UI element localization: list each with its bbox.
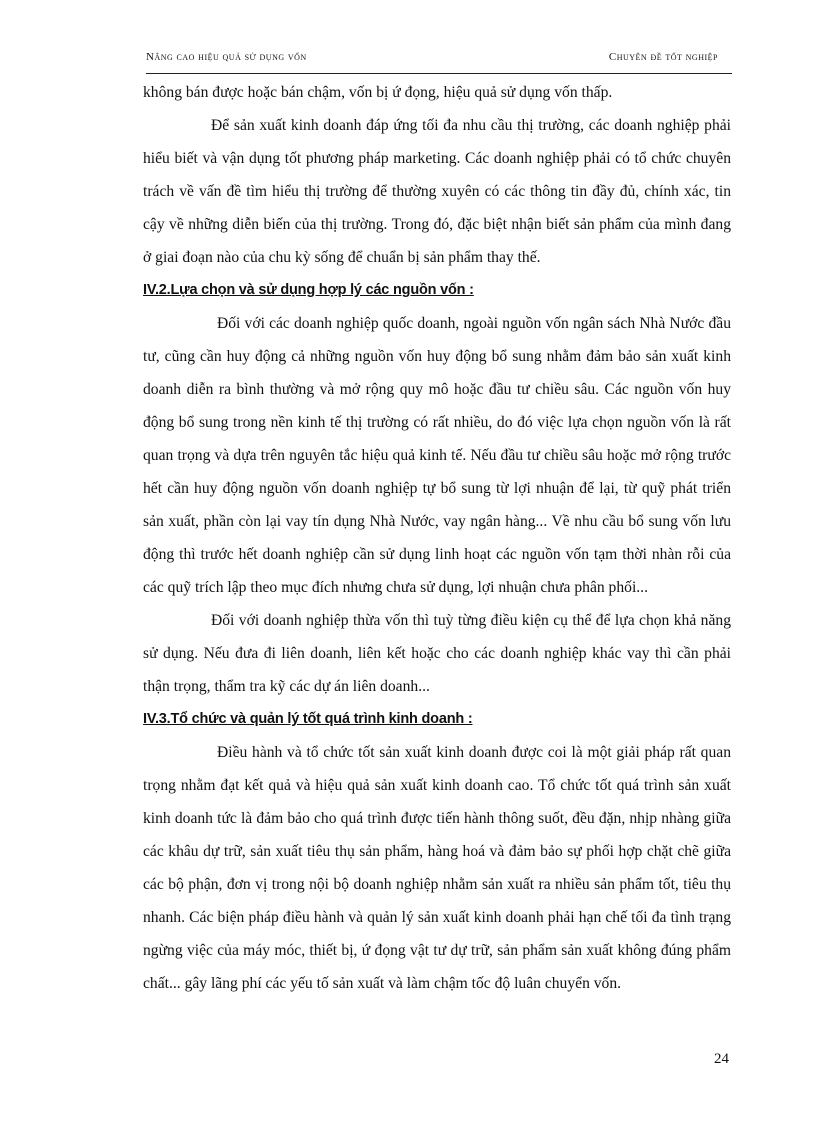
running-header [146,51,732,74]
section-heading-iv3: IV.3.Tổ chức và quản lý tốt quá trình kinh doanh : [143,711,473,727]
paragraph-marketing: Để sản xuất kinh doanh đáp ứng tối đa nhu cầu thị trường, các doanh nghiệp phải hiểu biết và vận dụng tốt phương pháp marketing. Các doanh nghiệp phải có tổ chức chuyên trách về vấn đề tìm hiểu thị trường để thường xuyên có các thông tin đầy đủ, chính xác, tin cậy về những diễn biến của thị trường. Trong đó, đặc biệt nhận biết sản phẩm của mình đang ở giai đoạn nào của chu kỳ sống để chuẩn bị sản phẩm thay thế. [143,117,731,266]
header-document-type: Chuyên đề tốt nghiệp [608,51,718,63]
paragraph-state-enterprises: Đối với các doanh nghiệp quốc doanh, ngoài nguồn vốn ngân sách Nhà Nước đầu tư, cũng cần huy động cả những nguồn vốn huy động bổ sung nhằm đảm bảo sản xuất kinh doanh diễn ra bình thường và mở rộng quy mô hoặc đầu tư chiều sâu. Các nguồn vốn huy động bổ sung trong nền kinh tế thị trường có rất nhiều, do đó việc lựa chọn nguồn vốn là rất quan trọng và dựa trên nguyên tắc hiệu quả kinh tế. Nếu đầu tư chiều sâu hoặc mở rộng trước hết cần huy động nguồn vốn doanh nghiệp tự bổ sung từ lợi nhuận để lại, từ quỹ phát triển sản xuất, phần còn lại vay tín dụng Nhà Nước, vay ngân hàng... Về nhu cầu bổ sung vốn lưu động thì trước hết doanh nghiệp cần sử dụng linh hoạt các nguồn vốn tạm thời nhàn rỗi của các quỹ trích lập theo mục đích nhưng chưa sử dụng, lợi nhuận chưa phân phối... [143,315,731,596]
paragraph-surplus-capital: Đối với doanh nghiệp thừa vốn thì tuỳ từng điều kiện cụ thể để lựa chọn khả năng sử dụng. Nếu đưa đi liên doanh, liên kết hoặc cho các doanh nghiệp khác vay thì cần phải thận trọng, thẩm tra kỹ các dự án liên doanh... [143,612,731,695]
page-number: 24 [714,1051,729,1067]
paragraph-carryover: không bán được hoặc bán chậm, vốn bị ứ đọng, hiệu quả sử dụng vốn thấp. [143,84,613,101]
page-body [143,76,731,1000]
header-document-title: Nâng cao hiệu quả sử dụng vốn [146,51,307,63]
paragraph-business-management: Điều hành và tổ chức tốt sản xuất kinh doanh được coi là một giải pháp rất quan trọng nhằm đạt kết quả và hiệu quả sản xuất kinh doanh cao. Tổ chức tốt quá trình sản xuất kinh doanh tức là đảm bảo cho quá trình được tiến hành thông suốt, đều đặn, nhịp nhàng giữa các khâu dự trữ, sản xuất tiêu thụ sản phẩm, hàng hoá và đảm bảo sự phối hợp chặt chẽ giữa các bộ phận, đơn vị trong nội bộ doanh nghiệp nhằm sản xuất ra nhiều sản phẩm tốt, tiêu thụ nhanh. Các biện pháp điều hành và quản lý sản xuất kinh doanh phải hạn chế tối đa tình trạng ngừng việc của máy móc, thiết bị, ứ đọng vật tư dự trữ, sản phẩm sản xuất không đúng phẩm chất... gây lãng phí các yếu tố sản xuất và làm chậm tốc độ luân chuyển vốn. [143,744,731,992]
section-heading-iv2: IV.2.Lựa chọn và sử dụng hợp lý các nguồn vốn : [143,282,474,298]
